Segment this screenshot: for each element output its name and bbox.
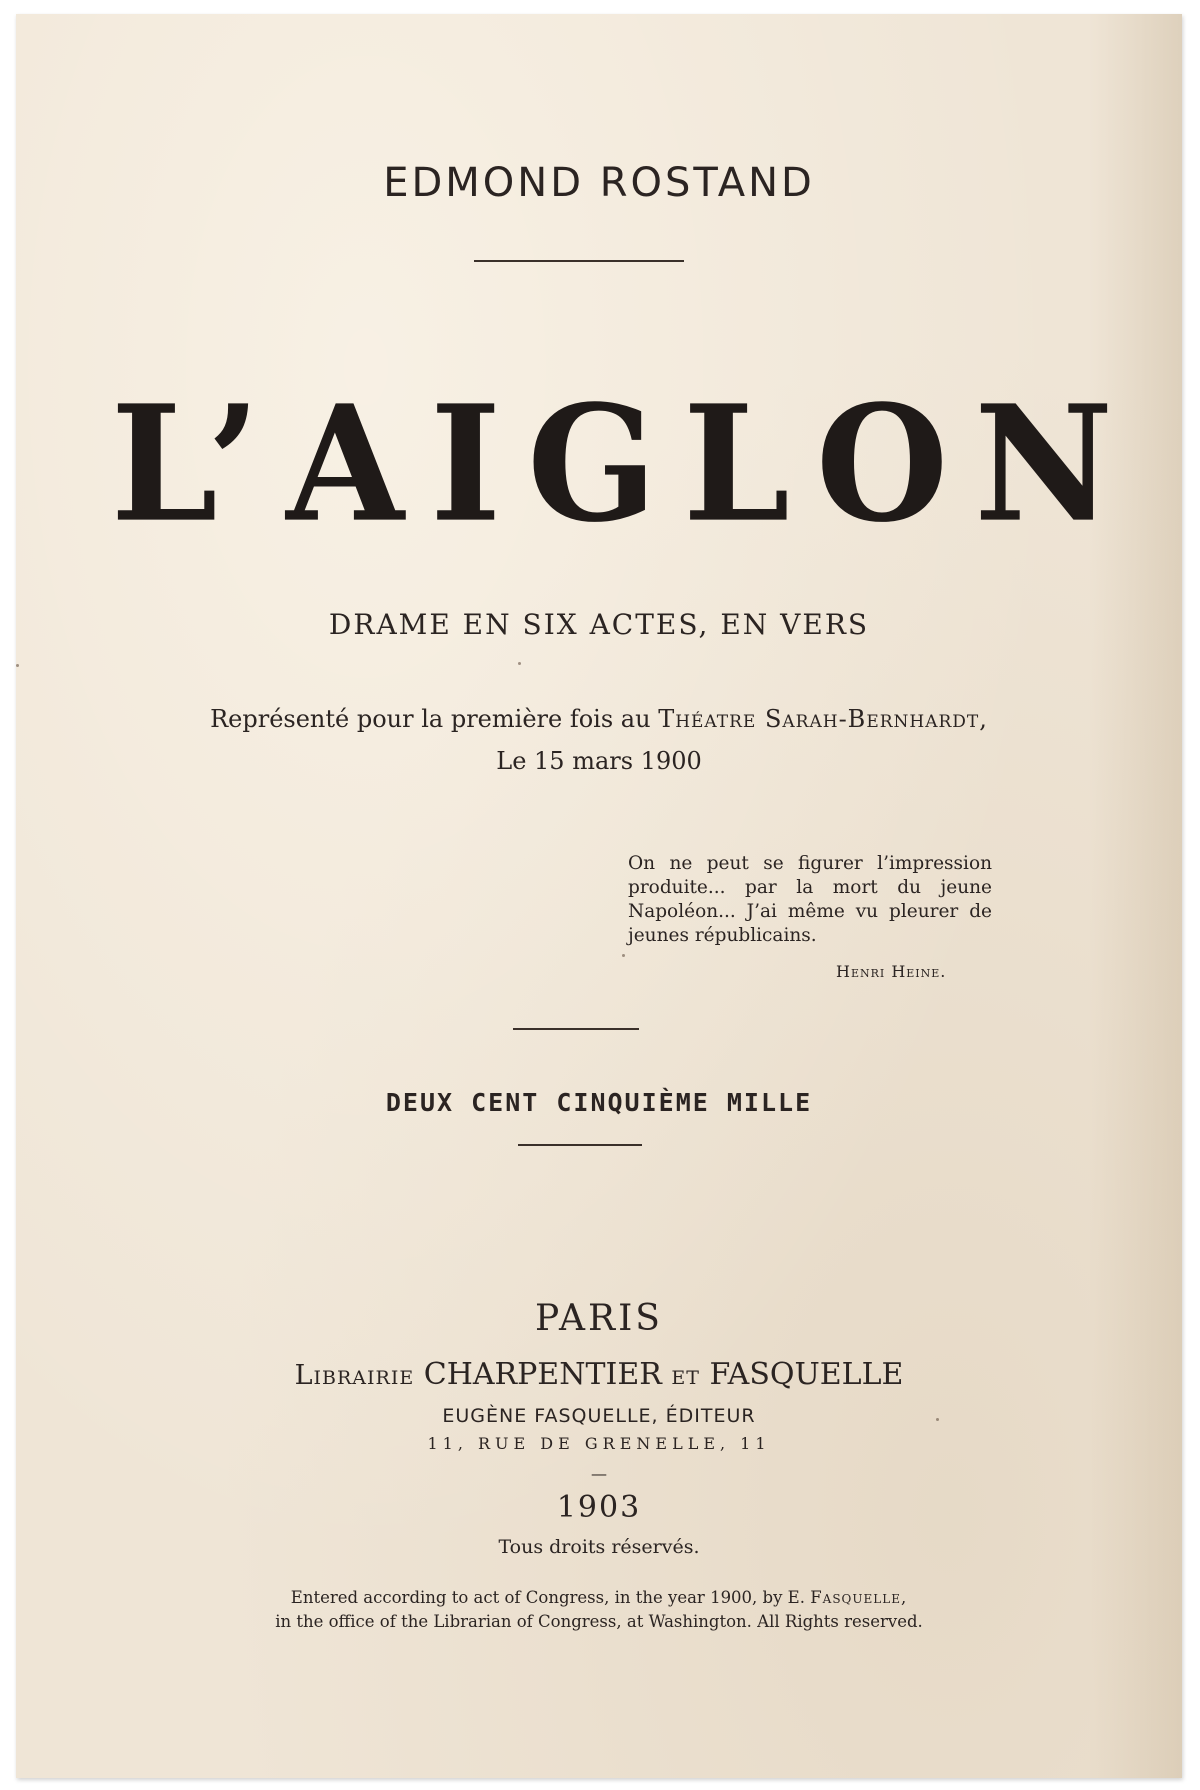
premiere-text: Représenté pour la première fois au [210, 705, 651, 733]
editor-line: EUGÈNE FASQUELLE, ÉDITEUR [442, 1405, 756, 1427]
edition-statement: DEUX CENT CINQUIÈME MILLE [385, 1088, 813, 1117]
divider-top [474, 260, 684, 262]
copyright-name: Fasquelle, [810, 1588, 908, 1607]
divider-edition-top [513, 1028, 639, 1030]
publisher-line [16, 1357, 1182, 1392]
title-page [16, 14, 1182, 1778]
publication-year: 1903 [556, 1490, 642, 1525]
paper-speck [622, 954, 625, 957]
paper-speck [518, 662, 521, 665]
publication-city: PARIS [535, 1298, 663, 1339]
copyright-text: Entered according to act of Congress, in the year 1900, by E. [290, 1588, 805, 1607]
paper-speck [16, 664, 19, 667]
book-title: L’AIGLON [110, 369, 1140, 558]
paper-speck [936, 1418, 939, 1421]
author-name: EDMOND ROSTAND [383, 160, 815, 206]
epigraph-author: Henri Heine. [836, 962, 947, 981]
epigraph-quote: On ne peut se figurer l’impression produite... par la mort du jeune Napoléon... J’ai même vu pleurer de jeunes républicains. [628, 853, 992, 946]
subtitle: DRAME EN SIX ACTES, EN VERS [328, 608, 870, 641]
publisher-joiner: et [671, 1360, 700, 1391]
copyright-line-1 [16, 1588, 1182, 1607]
premiere-date: Le 15 mars 1900 [496, 747, 702, 775]
separator-dash: — [591, 1464, 607, 1483]
theatre-name: Théatre Sarah-Bernhardt, [658, 705, 988, 733]
premiere-line [16, 705, 1182, 733]
publisher-name: CHARPENTIER [423, 1357, 662, 1392]
copyright-line-2: in the office of the Librarian of Congress, at Washington. All Rights reserved. [275, 1612, 923, 1631]
rights-statement: Tous droits réservés. [498, 1536, 700, 1558]
divider-edition-bottom [518, 1144, 642, 1146]
publisher-prefix: Librairie [294, 1360, 415, 1391]
publisher-name-2: FASQUELLE [709, 1357, 904, 1392]
publisher-address: 11, RUE DE GRENELLE, 11 [427, 1434, 771, 1453]
